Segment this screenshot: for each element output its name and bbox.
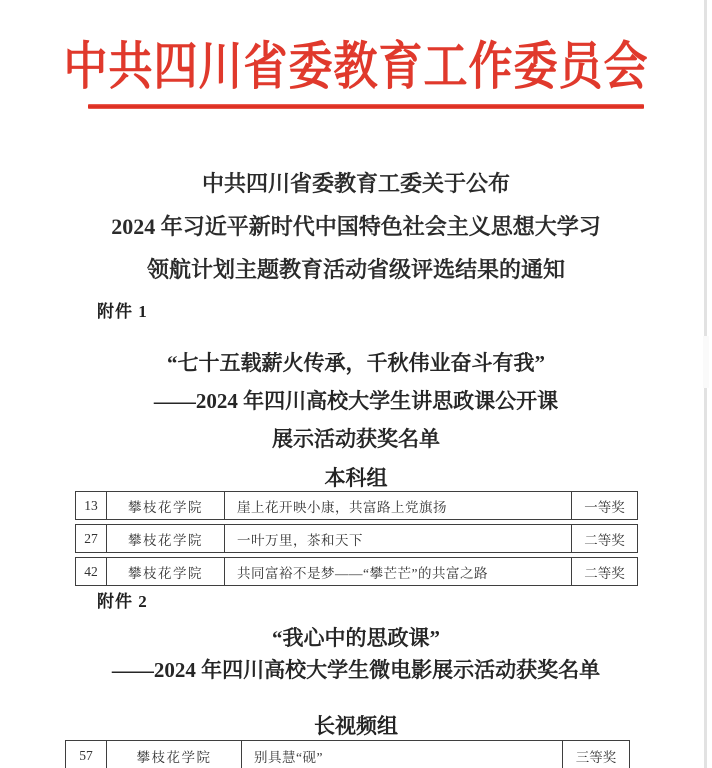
attachment-2-title <box>0 622 712 686</box>
letterhead-divider-rule <box>88 104 644 109</box>
cell-work-title: 崖上花开映小康，共富路上党旗扬 <box>224 492 571 519</box>
group-heading-long-video: 长视频组 <box>314 714 398 738</box>
awards-table-micro-film <box>65 740 630 768</box>
cell-work-title: 共同富裕不是梦——“攀芒芒”的共富之路 <box>224 558 571 585</box>
group-heading-undergraduate: 本科组 <box>324 466 388 490</box>
cell-school: 攀枝花学院 <box>106 558 224 585</box>
attachment-1-title-line-1: “七十五载薪火传承，千秋伟业奋斗有我” <box>167 351 545 375</box>
notice-title <box>0 162 712 291</box>
cell-work-title: 别具慧“砚” <box>241 741 562 768</box>
cell-award: 二等奖 <box>571 558 637 585</box>
awards-table-public-course <box>75 491 638 590</box>
cell-work-title: 一叶万里，茶和天下 <box>224 525 571 552</box>
cell-number: 27 <box>84 530 98 546</box>
table-row <box>65 740 630 768</box>
notice-title-line-3: 领航计划主题教育活动省级评选结果的通知 <box>146 257 565 282</box>
cell-number: 57 <box>79 748 93 763</box>
table-row <box>75 524 638 553</box>
page-edge-gap <box>703 336 709 388</box>
cell-number: 42 <box>84 563 98 579</box>
attachment-1-title-line-3: 展示活动获奖名单 <box>272 427 440 451</box>
cell-award: 二等奖 <box>571 525 637 552</box>
cell-number: 13 <box>84 497 98 513</box>
attachment-2-title-line-2: ——2024 年四川高校大学生微电影展示活动获奖名单 <box>111 658 601 682</box>
cell-award: 三等奖 <box>562 741 629 768</box>
attachment-2-label: 附件 2 <box>97 592 148 611</box>
table-row <box>75 557 638 586</box>
table-row <box>75 491 638 520</box>
attachment-1-label: 附件 1 <box>97 302 148 321</box>
cell-school: 攀枝花学院 <box>106 492 224 519</box>
cell-school: 攀枝花学院 <box>106 741 241 768</box>
attachment-1-title <box>0 344 712 458</box>
attachment-1-title-line-2: ——2024 年四川高校大学生讲思政课公开课 <box>153 389 559 413</box>
notice-title-line-1: 中共四川省委教育工委关于公布 <box>201 171 510 196</box>
cell-award: 一等奖 <box>571 492 637 519</box>
attachment-2-title-line-1: “我心中的思政课” <box>272 626 440 650</box>
notice-title-line-2: 2024 年习近平新时代中国特色社会主义思想大学习 <box>111 214 601 239</box>
letterhead-org-name: 中共四川省委教育工作委员会 <box>63 38 649 96</box>
cell-school: 攀枝花学院 <box>106 525 224 552</box>
